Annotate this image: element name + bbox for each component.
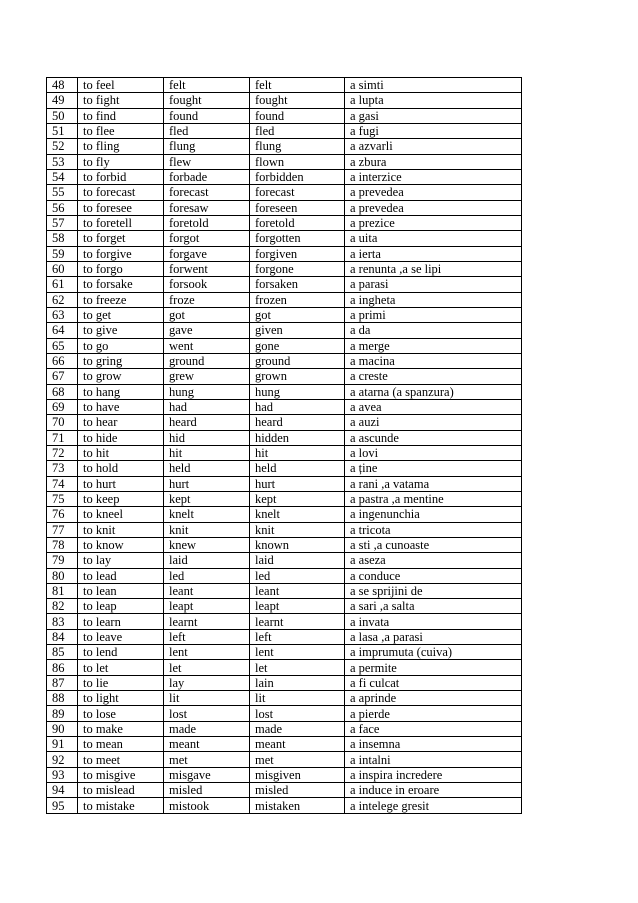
infinitive-cell: to misgive xyxy=(78,767,164,782)
row-number-cell: 75 xyxy=(47,491,78,506)
infinitive-cell: to get xyxy=(78,307,164,322)
past-simple-cell: misgave xyxy=(164,767,250,782)
past-participle-cell: fled xyxy=(250,123,345,138)
past-simple-cell: gave xyxy=(164,323,250,338)
infinitive-cell: to forgive xyxy=(78,246,164,261)
infinitive-cell: to make xyxy=(78,721,164,736)
row-number-cell: 89 xyxy=(47,706,78,721)
past-participle-cell: grown xyxy=(250,369,345,384)
past-participle-cell: led xyxy=(250,568,345,583)
past-simple-cell: fled xyxy=(164,123,250,138)
table-row xyxy=(47,752,522,767)
row-number-cell: 95 xyxy=(47,798,78,813)
table-row xyxy=(47,169,522,184)
table-row xyxy=(47,353,522,368)
row-number-cell: 56 xyxy=(47,200,78,215)
table-row xyxy=(47,231,522,246)
table-row xyxy=(47,123,522,138)
past-simple-cell: froze xyxy=(164,292,250,307)
past-participle-cell: forecast xyxy=(250,185,345,200)
table-row xyxy=(47,767,522,782)
translation-cell: a gasi xyxy=(345,108,522,123)
translation-cell: a lasa ,a parasi xyxy=(345,629,522,644)
table-row xyxy=(47,568,522,583)
infinitive-cell: to fly xyxy=(78,154,164,169)
translation-cell: a fugi xyxy=(345,123,522,138)
past-participle-cell: misled xyxy=(250,783,345,798)
infinitive-cell: to mean xyxy=(78,737,164,752)
infinitive-cell: to hurt xyxy=(78,476,164,491)
translation-cell: a aseza xyxy=(345,553,522,568)
table-row xyxy=(47,261,522,276)
table-row xyxy=(47,323,522,338)
past-participle-cell: lit xyxy=(250,691,345,706)
table-row xyxy=(47,583,522,598)
table-row xyxy=(47,522,522,537)
row-number-cell: 68 xyxy=(47,384,78,399)
translation-cell: a macina xyxy=(345,353,522,368)
table-row xyxy=(47,399,522,414)
past-participle-cell: gone xyxy=(250,338,345,353)
table-row xyxy=(47,139,522,154)
past-participle-cell: foretold xyxy=(250,215,345,230)
past-participle-cell: foreseen xyxy=(250,200,345,215)
translation-cell: a renunta ,a se lipi xyxy=(345,261,522,276)
infinitive-cell: to kneel xyxy=(78,507,164,522)
row-number-cell: 65 xyxy=(47,338,78,353)
past-participle-cell: misgiven xyxy=(250,767,345,782)
row-number-cell: 67 xyxy=(47,369,78,384)
past-participle-cell: lost xyxy=(250,706,345,721)
row-number-cell: 60 xyxy=(47,261,78,276)
row-number-cell: 93 xyxy=(47,767,78,782)
translation-cell: a ține xyxy=(345,461,522,476)
past-participle-cell: hurt xyxy=(250,476,345,491)
table-row xyxy=(47,461,522,476)
table-row xyxy=(47,246,522,261)
table-row xyxy=(47,338,522,353)
past-simple-cell: kept xyxy=(164,491,250,506)
past-participle-cell: fought xyxy=(250,93,345,108)
past-simple-cell: forgave xyxy=(164,246,250,261)
row-number-cell: 62 xyxy=(47,292,78,307)
past-simple-cell: foresaw xyxy=(164,200,250,215)
translation-cell: a azvarli xyxy=(345,139,522,154)
past-simple-cell: learnt xyxy=(164,614,250,629)
table-row xyxy=(47,215,522,230)
infinitive-cell: to keep xyxy=(78,491,164,506)
infinitive-cell: to fling xyxy=(78,139,164,154)
row-number-cell: 78 xyxy=(47,537,78,552)
translation-cell: a merge xyxy=(345,338,522,353)
past-participle-cell: ground xyxy=(250,353,345,368)
table-row xyxy=(47,507,522,522)
past-participle-cell: lent xyxy=(250,645,345,660)
row-number-cell: 55 xyxy=(47,185,78,200)
translation-cell: a sari ,a salta xyxy=(345,599,522,614)
translation-cell: a inspira incredere xyxy=(345,767,522,782)
row-number-cell: 49 xyxy=(47,93,78,108)
row-number-cell: 76 xyxy=(47,507,78,522)
infinitive-cell: to lean xyxy=(78,583,164,598)
past-simple-cell: held xyxy=(164,461,250,476)
translation-cell: a avea xyxy=(345,399,522,414)
past-simple-cell: grew xyxy=(164,369,250,384)
past-participle-cell: heard xyxy=(250,415,345,430)
past-simple-cell: flew xyxy=(164,154,250,169)
past-simple-cell: forbade xyxy=(164,169,250,184)
infinitive-cell: to foretell xyxy=(78,215,164,230)
table-row xyxy=(47,491,522,506)
table-row xyxy=(47,384,522,399)
infinitive-cell: to hide xyxy=(78,430,164,445)
table-row xyxy=(47,78,522,93)
past-participle-cell: hit xyxy=(250,445,345,460)
translation-cell: a conduce xyxy=(345,568,522,583)
infinitive-cell: to knit xyxy=(78,522,164,537)
infinitive-cell: to hit xyxy=(78,445,164,460)
translation-cell: a lovi xyxy=(345,445,522,460)
past-participle-cell: felt xyxy=(250,78,345,93)
past-simple-cell: forsook xyxy=(164,277,250,292)
translation-cell: a induce in eroare xyxy=(345,783,522,798)
past-participle-cell: forgotten xyxy=(250,231,345,246)
table-row xyxy=(47,614,522,629)
row-number-cell: 61 xyxy=(47,277,78,292)
table-row xyxy=(47,185,522,200)
row-number-cell: 82 xyxy=(47,599,78,614)
infinitive-cell: to feel xyxy=(78,78,164,93)
table-row xyxy=(47,93,522,108)
translation-cell: a insemna xyxy=(345,737,522,752)
row-number-cell: 51 xyxy=(47,123,78,138)
translation-cell: a parasi xyxy=(345,277,522,292)
past-participle-cell: leapt xyxy=(250,599,345,614)
row-number-cell: 77 xyxy=(47,522,78,537)
table-row xyxy=(47,154,522,169)
past-simple-cell: knew xyxy=(164,537,250,552)
row-number-cell: 84 xyxy=(47,629,78,644)
infinitive-cell: to mislead xyxy=(78,783,164,798)
past-simple-cell: got xyxy=(164,307,250,322)
table-row xyxy=(47,706,522,721)
infinitive-cell: to know xyxy=(78,537,164,552)
past-simple-cell: flung xyxy=(164,139,250,154)
row-number-cell: 53 xyxy=(47,154,78,169)
translation-cell: a imprumuta (cuiva) xyxy=(345,645,522,660)
row-number-cell: 80 xyxy=(47,568,78,583)
infinitive-cell: to give xyxy=(78,323,164,338)
row-number-cell: 52 xyxy=(47,139,78,154)
infinitive-cell: to flee xyxy=(78,123,164,138)
past-participle-cell: flung xyxy=(250,139,345,154)
row-number-cell: 92 xyxy=(47,752,78,767)
row-number-cell: 69 xyxy=(47,399,78,414)
past-simple-cell: heard xyxy=(164,415,250,430)
infinitive-cell: to forgo xyxy=(78,261,164,276)
past-participle-cell: left xyxy=(250,629,345,644)
translation-cell: a creste xyxy=(345,369,522,384)
table-body xyxy=(47,78,522,814)
past-simple-cell: leant xyxy=(164,583,250,598)
past-simple-cell: hit xyxy=(164,445,250,460)
infinitive-cell: to hang xyxy=(78,384,164,399)
translation-cell: a atarna (a spanzura) xyxy=(345,384,522,399)
past-participle-cell: lain xyxy=(250,675,345,690)
row-number-cell: 83 xyxy=(47,614,78,629)
past-simple-cell: knelt xyxy=(164,507,250,522)
row-number-cell: 57 xyxy=(47,215,78,230)
translation-cell: a ingheta xyxy=(345,292,522,307)
table-row xyxy=(47,629,522,644)
translation-cell: a pierde xyxy=(345,706,522,721)
infinitive-cell: to freeze xyxy=(78,292,164,307)
translation-cell: a interzice xyxy=(345,169,522,184)
past-participle-cell: frozen xyxy=(250,292,345,307)
row-number-cell: 64 xyxy=(47,323,78,338)
infinitive-cell: to grow xyxy=(78,369,164,384)
translation-cell: a auzi xyxy=(345,415,522,430)
infinitive-cell: to lay xyxy=(78,553,164,568)
infinitive-cell: to lie xyxy=(78,675,164,690)
past-participle-cell: forbidden xyxy=(250,169,345,184)
table-row xyxy=(47,108,522,123)
table-row xyxy=(47,553,522,568)
past-participle-cell: held xyxy=(250,461,345,476)
past-simple-cell: lent xyxy=(164,645,250,660)
table-row xyxy=(47,476,522,491)
row-number-cell: 66 xyxy=(47,353,78,368)
infinitive-cell: to meet xyxy=(78,752,164,767)
past-simple-cell: made xyxy=(164,721,250,736)
irregular-verbs-table xyxy=(46,77,522,814)
past-simple-cell: felt xyxy=(164,78,250,93)
table-row xyxy=(47,537,522,552)
past-simple-cell: hid xyxy=(164,430,250,445)
past-simple-cell: forwent xyxy=(164,261,250,276)
table-row xyxy=(47,369,522,384)
row-number-cell: 70 xyxy=(47,415,78,430)
past-participle-cell: knelt xyxy=(250,507,345,522)
past-simple-cell: laid xyxy=(164,553,250,568)
past-simple-cell: hurt xyxy=(164,476,250,491)
translation-cell: a invata xyxy=(345,614,522,629)
infinitive-cell: to forbid xyxy=(78,169,164,184)
past-participle-cell: kept xyxy=(250,491,345,506)
past-participle-cell: leant xyxy=(250,583,345,598)
infinitive-cell: to let xyxy=(78,660,164,675)
table-row xyxy=(47,200,522,215)
past-participle-cell: known xyxy=(250,537,345,552)
past-simple-cell: lost xyxy=(164,706,250,721)
infinitive-cell: to lose xyxy=(78,706,164,721)
past-simple-cell: knit xyxy=(164,522,250,537)
row-number-cell: 79 xyxy=(47,553,78,568)
past-participle-cell: met xyxy=(250,752,345,767)
past-simple-cell: led xyxy=(164,568,250,583)
past-participle-cell: knit xyxy=(250,522,345,537)
past-participle-cell: meant xyxy=(250,737,345,752)
row-number-cell: 91 xyxy=(47,737,78,752)
infinitive-cell: to hear xyxy=(78,415,164,430)
row-number-cell: 90 xyxy=(47,721,78,736)
translation-cell: a da xyxy=(345,323,522,338)
translation-cell: a ierta xyxy=(345,246,522,261)
translation-cell: a prevedea xyxy=(345,185,522,200)
infinitive-cell: to hold xyxy=(78,461,164,476)
translation-cell: a permite xyxy=(345,660,522,675)
translation-cell: a tricota xyxy=(345,522,522,537)
row-number-cell: 74 xyxy=(47,476,78,491)
table-row xyxy=(47,783,522,798)
table-row xyxy=(47,430,522,445)
table-row xyxy=(47,660,522,675)
past-participle-cell: hung xyxy=(250,384,345,399)
table-row xyxy=(47,307,522,322)
infinitive-cell: to lend xyxy=(78,645,164,660)
table-row xyxy=(47,691,522,706)
past-simple-cell: had xyxy=(164,399,250,414)
row-number-cell: 54 xyxy=(47,169,78,184)
infinitive-cell: to gring xyxy=(78,353,164,368)
past-participle-cell: mistaken xyxy=(250,798,345,813)
past-participle-cell: flown xyxy=(250,154,345,169)
translation-cell: a intalni xyxy=(345,752,522,767)
table-row xyxy=(47,721,522,736)
past-simple-cell: met xyxy=(164,752,250,767)
past-simple-cell: lay xyxy=(164,675,250,690)
infinitive-cell: to forget xyxy=(78,231,164,246)
translation-cell: a lupta xyxy=(345,93,522,108)
translation-cell: a zbura xyxy=(345,154,522,169)
row-number-cell: 87 xyxy=(47,675,78,690)
translation-cell: a simti xyxy=(345,78,522,93)
past-participle-cell: found xyxy=(250,108,345,123)
translation-cell: a se sprijini de xyxy=(345,583,522,598)
table-row xyxy=(47,277,522,292)
infinitive-cell: to fight xyxy=(78,93,164,108)
translation-cell: a ingenunchia xyxy=(345,507,522,522)
translation-cell: a intelege gresit xyxy=(345,798,522,813)
past-simple-cell: forecast xyxy=(164,185,250,200)
past-simple-cell: hung xyxy=(164,384,250,399)
infinitive-cell: to lead xyxy=(78,568,164,583)
translation-cell: a ascunde xyxy=(345,430,522,445)
translation-cell: a sti ,a cunoaste xyxy=(345,537,522,552)
infinitive-cell: to foresee xyxy=(78,200,164,215)
past-participle-cell: let xyxy=(250,660,345,675)
infinitive-cell: to forsake xyxy=(78,277,164,292)
infinitive-cell: to mistake xyxy=(78,798,164,813)
row-number-cell: 94 xyxy=(47,783,78,798)
row-number-cell: 71 xyxy=(47,430,78,445)
table-row xyxy=(47,445,522,460)
translation-cell: a aprinde xyxy=(345,691,522,706)
infinitive-cell: to find xyxy=(78,108,164,123)
past-simple-cell: left xyxy=(164,629,250,644)
row-number-cell: 81 xyxy=(47,583,78,598)
past-participle-cell: learnt xyxy=(250,614,345,629)
past-simple-cell: went xyxy=(164,338,250,353)
past-simple-cell: forgot xyxy=(164,231,250,246)
past-simple-cell: ground xyxy=(164,353,250,368)
infinitive-cell: to forecast xyxy=(78,185,164,200)
past-participle-cell: forsaken xyxy=(250,277,345,292)
table-row xyxy=(47,675,522,690)
past-simple-cell: misled xyxy=(164,783,250,798)
past-participle-cell: got xyxy=(250,307,345,322)
past-simple-cell: let xyxy=(164,660,250,675)
table-row xyxy=(47,292,522,307)
past-simple-cell: mistook xyxy=(164,798,250,813)
infinitive-cell: to learn xyxy=(78,614,164,629)
row-number-cell: 59 xyxy=(47,246,78,261)
past-simple-cell: found xyxy=(164,108,250,123)
row-number-cell: 48 xyxy=(47,78,78,93)
past-participle-cell: laid xyxy=(250,553,345,568)
past-participle-cell: forgone xyxy=(250,261,345,276)
translation-cell: a face xyxy=(345,721,522,736)
table-row xyxy=(47,737,522,752)
past-participle-cell: made xyxy=(250,721,345,736)
table-row xyxy=(47,599,522,614)
translation-cell: a prevedea xyxy=(345,200,522,215)
row-number-cell: 73 xyxy=(47,461,78,476)
infinitive-cell: to have xyxy=(78,399,164,414)
row-number-cell: 63 xyxy=(47,307,78,322)
past-simple-cell: meant xyxy=(164,737,250,752)
translation-cell: a rani ,a vatama xyxy=(345,476,522,491)
past-simple-cell: fought xyxy=(164,93,250,108)
table-row xyxy=(47,798,522,813)
infinitive-cell: to light xyxy=(78,691,164,706)
table-row xyxy=(47,645,522,660)
infinitive-cell: to leap xyxy=(78,599,164,614)
row-number-cell: 58 xyxy=(47,231,78,246)
translation-cell: a prezice xyxy=(345,215,522,230)
past-participle-cell: given xyxy=(250,323,345,338)
row-number-cell: 86 xyxy=(47,660,78,675)
row-number-cell: 85 xyxy=(47,645,78,660)
translation-cell: a uita xyxy=(345,231,522,246)
table-row xyxy=(47,415,522,430)
past-simple-cell: leapt xyxy=(164,599,250,614)
past-participle-cell: forgiven xyxy=(250,246,345,261)
row-number-cell: 72 xyxy=(47,445,78,460)
past-simple-cell: lit xyxy=(164,691,250,706)
translation-cell: a primi xyxy=(345,307,522,322)
translation-cell: a pastra ,a mentine xyxy=(345,491,522,506)
infinitive-cell: to leave xyxy=(78,629,164,644)
past-participle-cell: had xyxy=(250,399,345,414)
row-number-cell: 50 xyxy=(47,108,78,123)
row-number-cell: 88 xyxy=(47,691,78,706)
past-participle-cell: hidden xyxy=(250,430,345,445)
past-simple-cell: foretold xyxy=(164,215,250,230)
translation-cell: a fi culcat xyxy=(345,675,522,690)
infinitive-cell: to go xyxy=(78,338,164,353)
